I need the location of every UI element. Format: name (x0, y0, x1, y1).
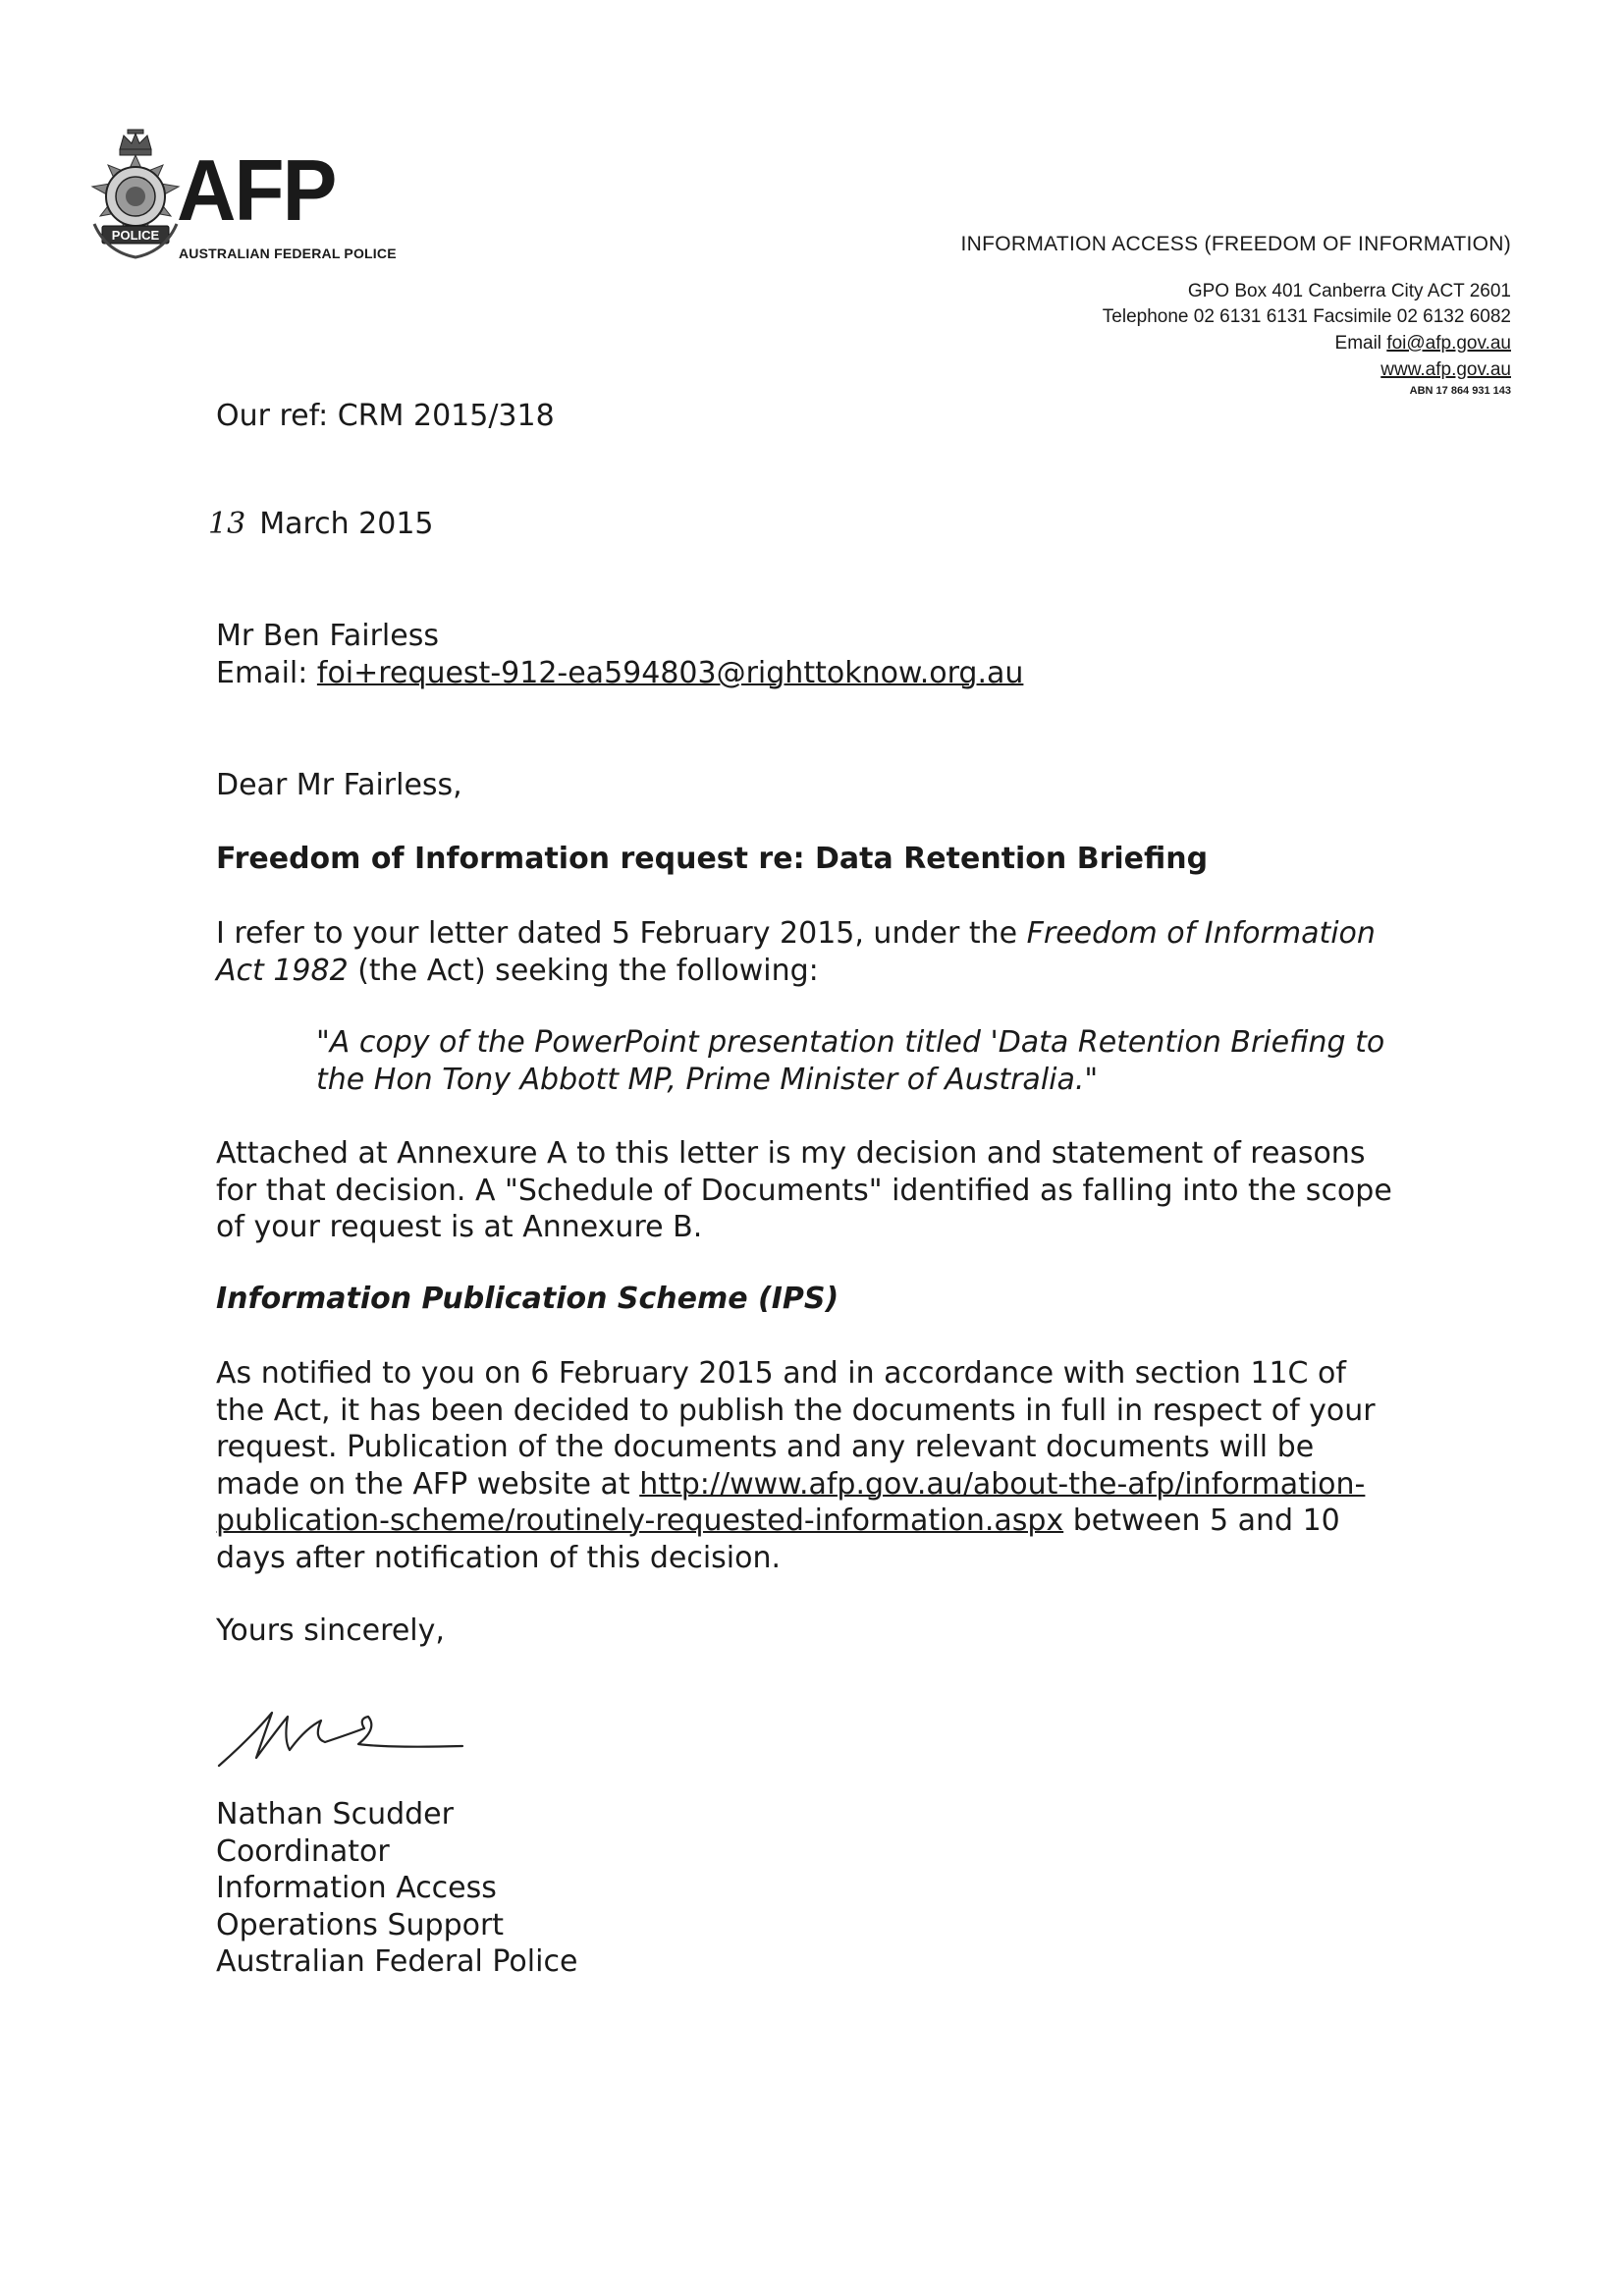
paragraph-line: the Act, it has been decided to publish the documents in full in respect of your (216, 1393, 1376, 1428)
afp-ips-url-link-part2[interactable]: publication-scheme/routinely-requested-information.aspx (216, 1503, 1064, 1538)
header-website-row (1380, 359, 1511, 381)
quote-line: "A copy of the PowerPoint presentation titled 'Data Retention Briefing to (316, 1025, 1385, 1060)
ips-heading: Information Publication Scheme (IPS) (216, 1282, 839, 1316)
recipient-email-label: Email: (216, 656, 308, 690)
paragraph-line: request. Publication of the documents and any relevant documents will be (216, 1430, 1315, 1464)
header-email-row (1335, 333, 1511, 355)
letter-date (208, 506, 434, 543)
signer-division: Operations Support (216, 1907, 505, 1942)
paragraph-line (216, 953, 1376, 990)
logo-badge-text: POLICE (111, 228, 160, 243)
reference-number: Our ref: CRM 2015/318 (216, 399, 555, 433)
signer-block (216, 1796, 577, 1981)
postal-address: GPO Box 401 Canberra City ACT 2601 (1187, 281, 1511, 301)
recipient-email-row (216, 655, 1023, 692)
paragraph-publication (216, 1355, 1376, 1576)
signer-unit: Information Access (216, 1871, 497, 1905)
abn: ABN 17 864 931 143 (1409, 385, 1511, 397)
paragraph-line (216, 1503, 1376, 1540)
header-website-link[interactable]: www.afp.gov.au (1380, 359, 1511, 380)
paragraph-line: days after notification of this decision. (216, 1540, 782, 1575)
paragraph-line: As notified to you on 6 February 2015 and in accordance with section 11C of (216, 1356, 1346, 1391)
quote-line: the Hon Tony Abbott MP, Prime Minister of Australia." (316, 1062, 1099, 1097)
paragraph-line (216, 915, 1376, 953)
para3-text: between 5 and 10 (1072, 1503, 1340, 1538)
signer-org: Australian Federal Police (216, 1944, 578, 1979)
act-year-italic: Act 1982 (216, 953, 349, 988)
act-title-italic: Freedom of Information (1026, 916, 1376, 951)
subject-heading: Freedom of Information request re: Data Retention Briefing (216, 842, 1209, 876)
signer-name: Nathan Scudder (216, 1797, 454, 1831)
paragraph-line: for that decision. A "Schedule of Documents" identified as falling into the scope (216, 1173, 1392, 1208)
paragraph-line: Attached at Annexure A to this letter is my decision and statement of reasons (216, 1136, 1366, 1171)
header-email-label: Email (1334, 333, 1382, 354)
signer-title: Coordinator (216, 1833, 390, 1869)
handwritten-signature-icon (211, 1689, 466, 1777)
paragraph-request (216, 915, 1376, 989)
para1-text: (the Act) seeking the following: (357, 953, 819, 988)
para1-text: I refer to your letter dated 5 February 2015, under the (216, 916, 1018, 951)
department-heading: INFORMATION ACCESS (FREEDOM OF INFORMATION) (960, 233, 1511, 255)
org-name: AUSTRALIAN FEDERAL POLICE (179, 246, 397, 261)
closing: Yours sincerely, (216, 1613, 445, 1648)
paragraph-decision (216, 1135, 1392, 1246)
para3-text: made on the AFP website at (216, 1466, 630, 1502)
salutation: Dear Mr Fairless, (216, 768, 462, 802)
telephone-fax: Telephone 02 6131 6131 Facsimile 02 6132 6082 (1102, 306, 1511, 327)
afp-ips-url-link-part1[interactable]: http://www.afp.gov.au/about-the-afp/information- (639, 1466, 1366, 1502)
afp-wordmark: AFP (177, 141, 336, 239)
paragraph-line (216, 1466, 1376, 1503)
paragraph-line: of your request is at Annexure B. (216, 1210, 703, 1244)
recipient-name: Mr Ben Fairless (216, 619, 439, 653)
date-month-year: March 2015 (259, 507, 434, 541)
header-email-link[interactable]: foi@afp.gov.au (1386, 333, 1511, 354)
date-day-handwritten: 13 (208, 507, 246, 541)
recipient-email-link[interactable]: foi+request-912-ea594803@righttoknow.org.au (316, 656, 1024, 690)
request-quote (316, 1024, 1384, 1098)
